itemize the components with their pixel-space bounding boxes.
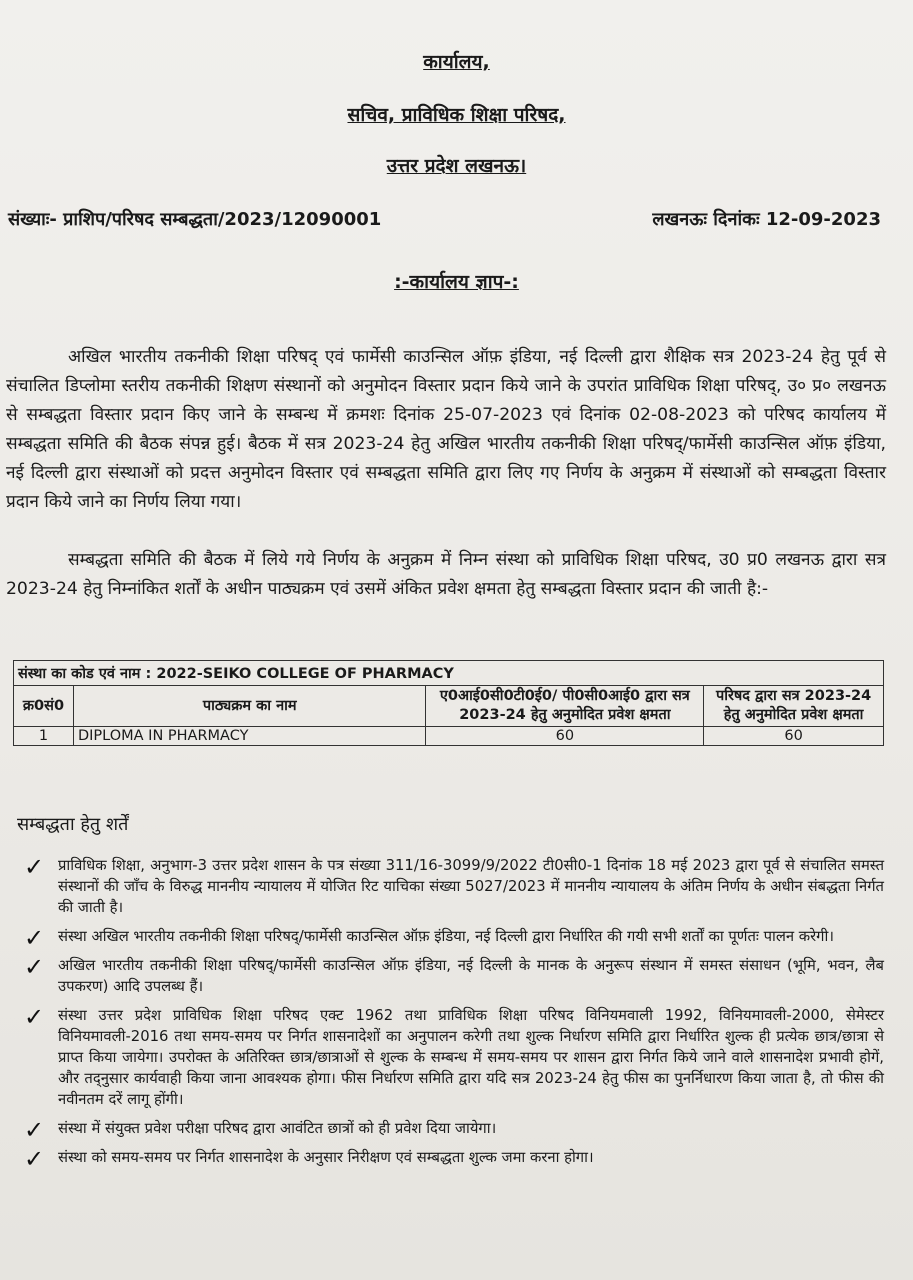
- condition-text: संस्था उत्तर प्रदेश प्राविधिक शिक्षा परिषद एक्ट 1962 तथा प्राविधिक शिक्षा परिषद विनियमवाली 1992, विनियमावली-2000, सेमेस्टर विनियमावली-2016 तथा समय-समय पर निर्गत शासनादेशों का अनुपालन करेगी तथा शुल्क निर्धारण समिति द्वारा निर्धारित शुल्क ही प्रत्येक छात्र/छात्रा से प्राप्त किया जायेगा। उपरोक्त के अतिरिक्त छात्र/छात्राओं से शुल्क के सम्बन्ध में समय-समय पर शासन द्वारा निर्गत किये जाने वाले शासनादेश प्रभावी होगें, और तद्नुसार कार्यवाही किया जाना आवश्यक होगा। फीस निर्धारण समिति द्वारा यदि सत्र 2023-24 हेतु फीस का पुनर्निधारण किया जाता है, तो फीस की नवीनतम दरें लागू होंगी।: [58, 1007, 884, 1108]
- reference-number: संख्याः- प्राशिप/परिषद सम्बद्धता/2023/12090001: [8, 209, 382, 230]
- condition-text: संस्था को समय-समय पर निर्गत शासनादेश के अनुसार निरीक्षण एवं सम्बद्धता शुल्क जमा करना होगा।: [58, 1149, 594, 1166]
- check-mark-icon: ✓: [24, 853, 45, 881]
- list-item: [22, 1116, 884, 1144]
- check-mark-icon: ✓: [24, 924, 45, 952]
- condition-text: संस्था में संयुक्त प्रवेश परीक्षा परिषद द्वारा आवंटित छात्रों को ही प्रवेश दिया जायेगा।: [58, 1120, 497, 1137]
- list-item: [22, 955, 884, 997]
- list-item: [22, 1145, 884, 1173]
- header-sno: क्र0सं0: [14, 686, 74, 727]
- affiliation-table: [13, 660, 884, 746]
- table-header-row: [14, 686, 884, 727]
- office-heading: कार्यालय,: [423, 51, 490, 73]
- memo-title: :-कार्यालय ज्ञाप-:: [394, 271, 519, 293]
- check-mark-icon: ✓: [24, 1145, 45, 1173]
- list-item: [22, 855, 884, 918]
- condition-text: प्राविधिक शिक्षा, अनुभाग-3 उत्तर प्रदेश शासन के पत्र संख्या 311/16-3099/9/2022 टी0सी0-1 दिनांक 18 मई 2023 द्वारा पूर्व से संचालित समस्त संस्थानों की जाँच के विरुद्ध माननीय न्यायालय में योजित रिट याचिका संख्या 5027/2023 में माननीय न्यायालय के अंतिम निर्णय के अधीन संबद्धता निर्गत की जाती है।: [58, 857, 884, 916]
- institution-name: संस्था का कोड एवं नाम : 2022-SEIKO COLLEGE OF PHARMACY: [14, 661, 884, 686]
- condition-text: संस्था अखिल भारतीय तकनीकी शिक्षा परिषद्/फार्मेसी काउन्सिल ऑफ़ इंडिया, नई दिल्ली द्वारा निर्धारित की गयी सभी शर्तों का पूर्णतः पालन करेगी।: [58, 928, 834, 945]
- header-aicte-capacity: ए0आई0सी0टी0ई0/ पी0सी0आई0 द्वारा सत्र 2023-24 हेतु अनुमोदित प्रवेश क्षमता: [426, 686, 704, 727]
- reference-row: [8, 207, 881, 231]
- location-heading: उत्तर प्रदेश लखनऊ।: [386, 155, 527, 177]
- header-board-capacity: परिषद द्वारा सत्र 2023-24 हेतु अनुमोदित प्रवेश क्षमता: [704, 686, 884, 727]
- paragraph-2: सम्बद्धता समिति की बैठक में लिये गये निर्णय के अनुक्रम में निम्न संस्था को प्राविधिक शिक्षा परिषद, उ0 प्र0 लखनऊ द्वारा सत्र 2023-24 हेतु निम्नांकित शर्तों के अधीन पाठ्यक्रम एवं उसमें अंकित प्रवेश क्षमता हेतु सम्बद्धता विस्तार प्रदान की जाती है:-: [6, 550, 886, 599]
- header-course: पाठ्यक्रम का नाम: [73, 686, 426, 727]
- list-item: [22, 924, 884, 952]
- row-aicte-capacity: 60: [426, 727, 704, 746]
- row-board-capacity: 60: [704, 727, 884, 746]
- list-item: [22, 1005, 884, 1110]
- check-mark-icon: ✓: [24, 953, 45, 981]
- row-course: DIPLOMA IN PHARMACY: [73, 727, 426, 746]
- row-sno: 1: [14, 727, 74, 746]
- place-date: लखनऊः दिनांकः 12-09-2023: [652, 209, 881, 230]
- condition-text: अखिल भारतीय तकनीकी शिक्षा परिषद्/फार्मेसी काउन्सिल ऑफ़ इंडिया, नई दिल्ली के मानक के अनुरूप संस्थान में समस्त संसाधन (भूमि, भवन, लैब उपकरण) आदि उपलब्ध हैं।: [58, 957, 884, 995]
- conditions-title: सम्बद्धता हेतु शर्तें: [17, 814, 129, 835]
- check-mark-icon: ✓: [24, 1116, 45, 1144]
- check-mark-icon: ✓: [24, 1003, 45, 1031]
- institution-row: [14, 661, 884, 686]
- secretary-heading: सचिव, प्राविधिक शिक्षा परिषद,: [347, 104, 566, 126]
- paragraph-1: अखिल भारतीय तकनीकी शिक्षा परिषद् एवं फार्मेसी काउन्सिल ऑफ़ इंडिया, नई दिल्ली द्वारा शैक्षिक सत्र 2023-24 हेतु पूर्व से संचालित डिप्लोमा स्तरीय तकनीकी शिक्षण संस्थानों को अनुमोदन विस्तार प्रदान किये जाने के उपरांत प्राविधिक शिक्षा परिषद्, उ० प्र० लखनऊ से सम्बद्धता विस्तार प्रदान किए जाने के सम्बन्ध में क्रमशः दिनांक 25-07-2023 एवं दिनांक 02-08-2023 को परिषद कार्यालय में सम्बद्धता समिति की बैठक संपन्न हुई। बैठक में सत्र 2023-24 हेतु अखिल भारतीय तकनीकी शिक्षा परिषद्/फार्मेसी काउन्सिल ऑफ़ इंडिया, नई दिल्ली द्वारा संस्थाओं को प्रदत्त अनुमोदन विस्तार एवं सम्बद्धता समिति द्वारा लिए गए निर्णय के अनुक्रम में संस्थाओं को सम्बद्धता विस्तार प्रदान किये जाने का निर्णय लिया गया।: [6, 347, 886, 512]
- conditions-list: [22, 855, 884, 1176]
- table-row: [14, 727, 884, 746]
